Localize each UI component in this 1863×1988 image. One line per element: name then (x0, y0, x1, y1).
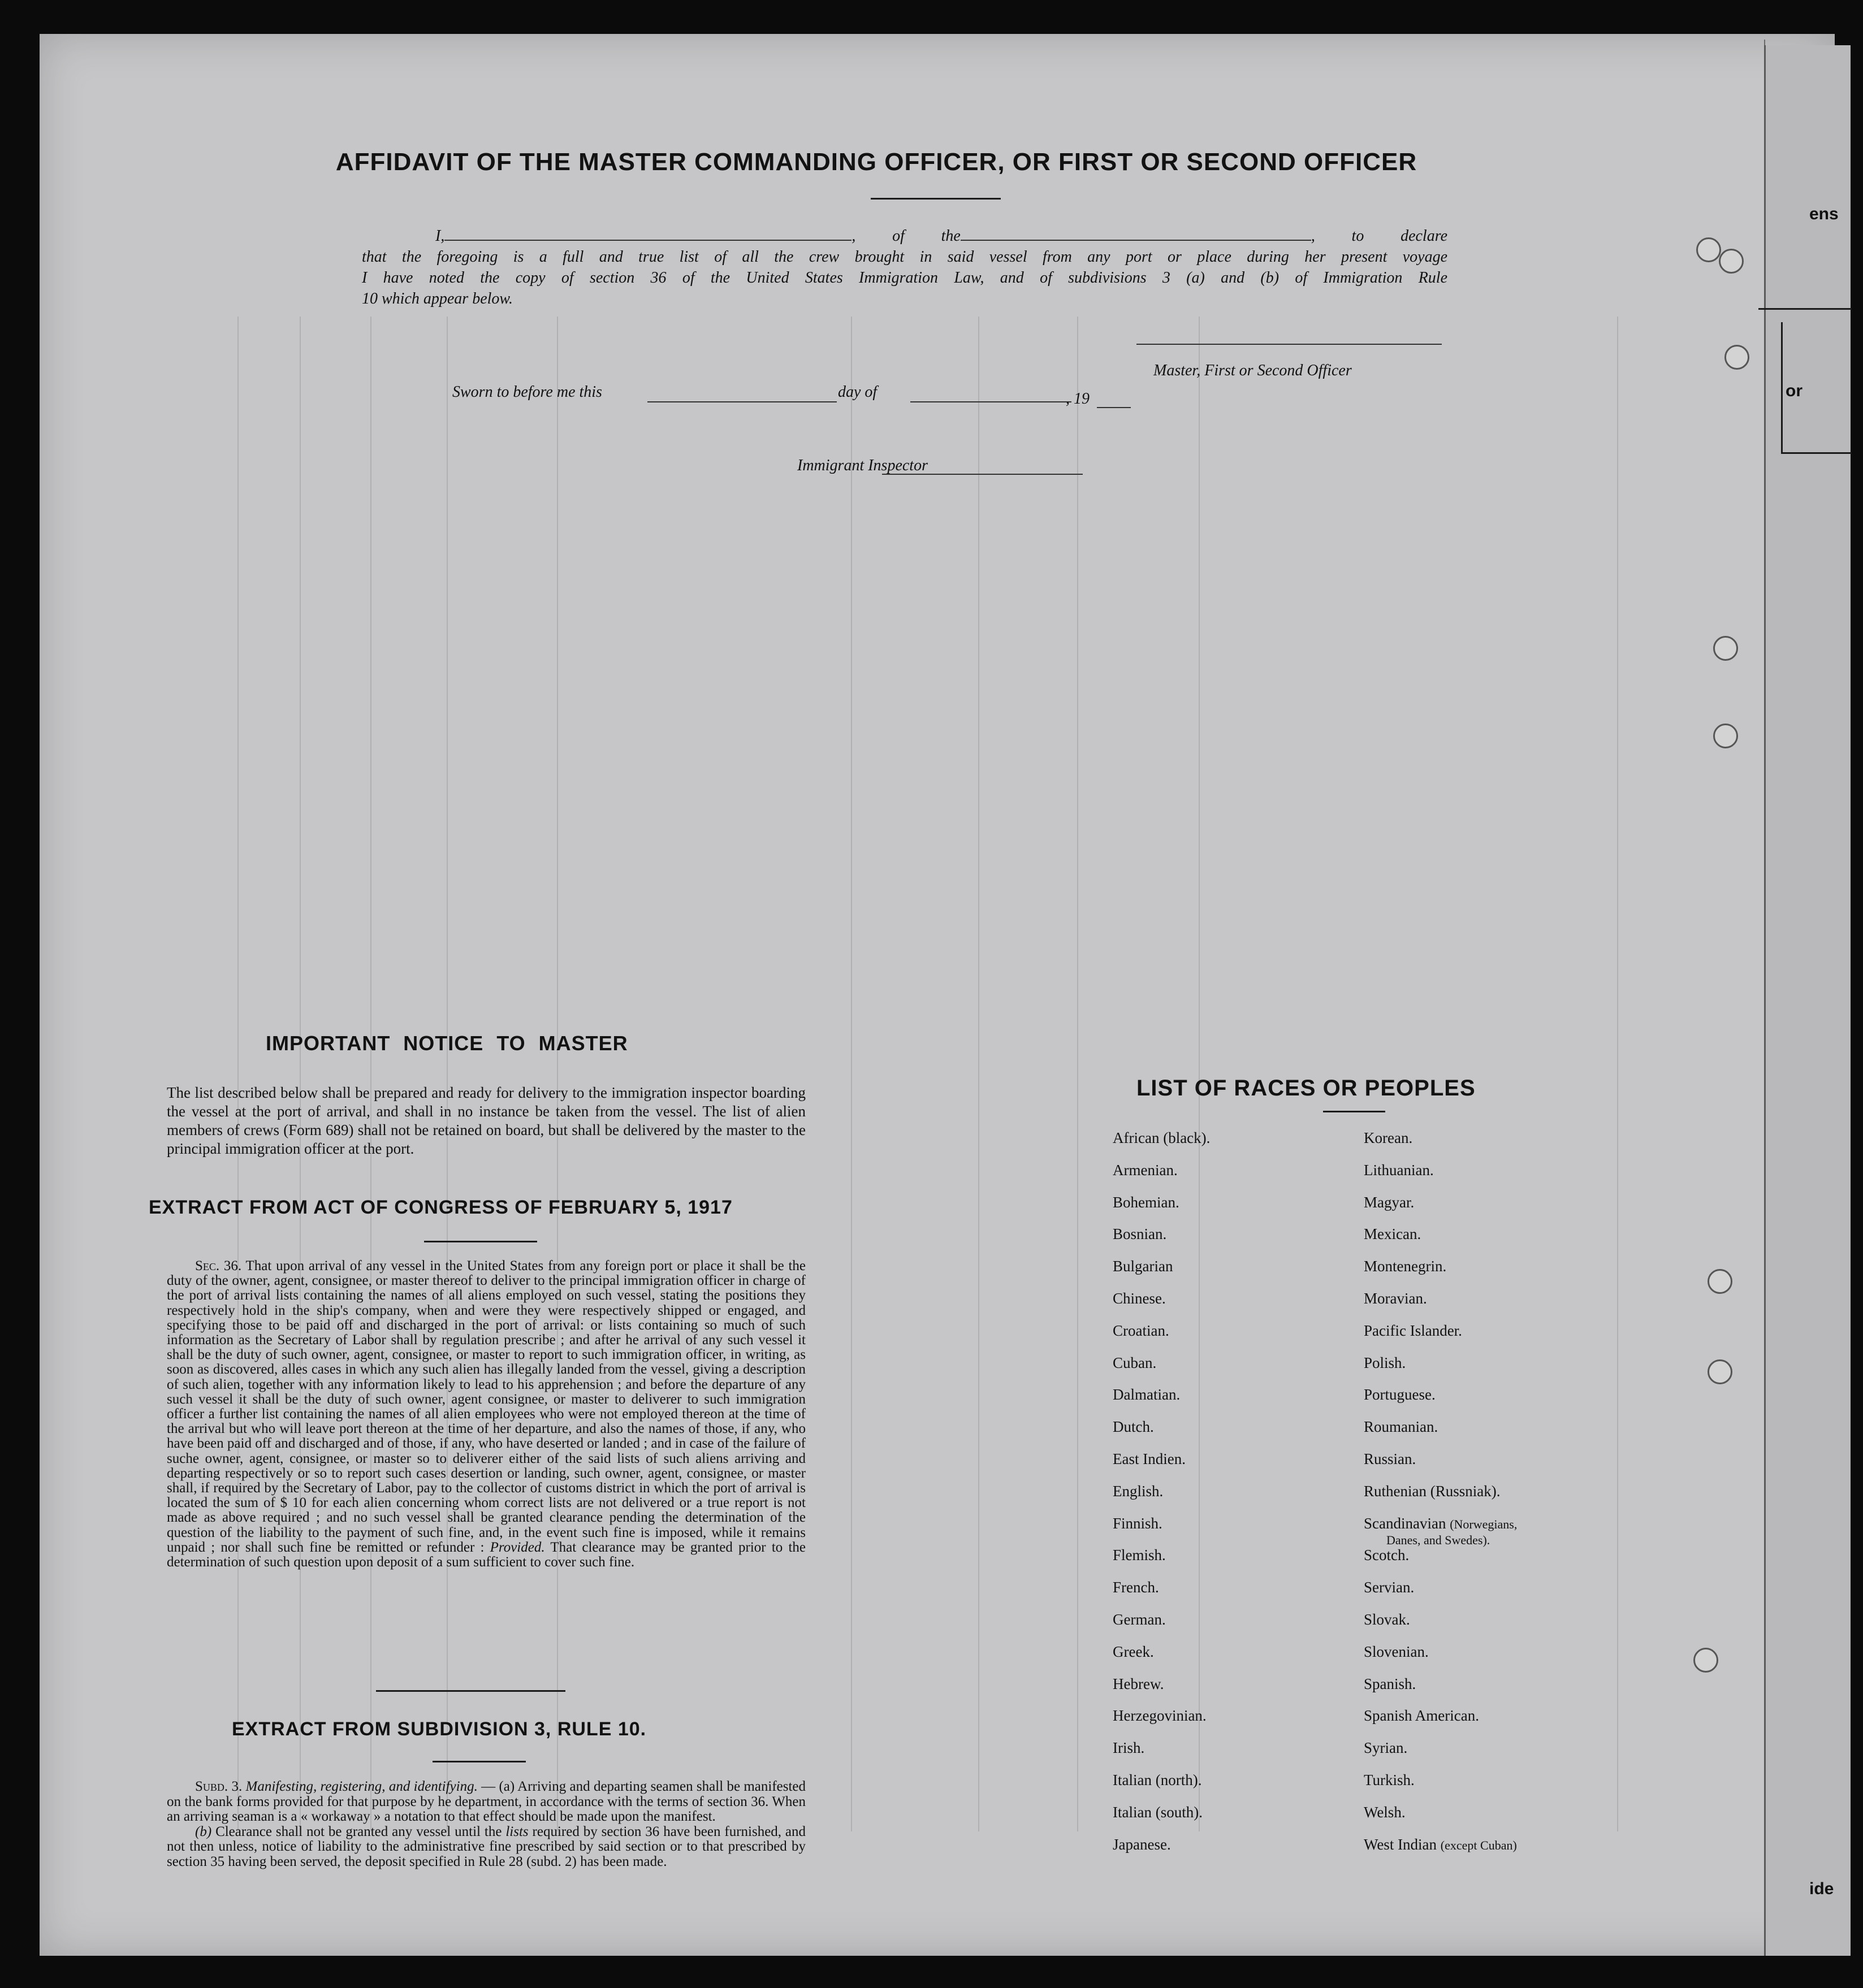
race-item (1113, 1225, 1210, 1258)
name-blank (444, 225, 851, 241)
punch-hole (1724, 345, 1749, 370)
edge-text-ide: ide (1809, 1879, 1834, 1898)
sworn-month-blank (910, 401, 1071, 402)
race-name: Polish. (1364, 1354, 1406, 1371)
race-name: Italian (north). (1113, 1771, 1202, 1788)
race-note: (Norwegians, (1450, 1517, 1518, 1531)
race-item (1364, 1162, 1517, 1194)
race-item (1113, 1739, 1210, 1772)
race-name: Moravian. (1364, 1289, 1427, 1307)
rule10-heading-underline (433, 1761, 526, 1762)
race-item (1113, 1675, 1210, 1708)
race-item (1364, 1643, 1517, 1675)
rule10-b-body2: required by section 36 have been furnished, and not then unless, notice of liability to the administrative fine prescribed by said section or to that prescribed by section 35 having been served, the deposit specified in Rule 28 (subd. 2) has been made. (167, 1824, 806, 1869)
race-name: Magyar. (1364, 1193, 1415, 1211)
edge-rule (1781, 322, 1783, 452)
edge-text-or: or (1786, 382, 1803, 400)
race-note: (except Cuban) (1440, 1838, 1517, 1852)
race-item (1113, 1804, 1210, 1836)
bleed-column-line (851, 317, 852, 1831)
master-signature-label: Master, First or Second Officer (1153, 362, 1352, 379)
race-name: Bulgarian (1113, 1258, 1173, 1275)
affidavit-line-3: I have noted the copy of section 36 of the United States Immigration Law, and of subdivisions 3 (a) and (b) of Immigration Rule (362, 269, 1447, 287)
race-item (1364, 1483, 1517, 1515)
bleed-column-line (978, 317, 979, 1831)
races-right-column (1364, 1129, 1517, 1868)
race-item (1113, 1836, 1210, 1868)
punch-hole (1696, 237, 1721, 262)
race-name: Spanish. (1364, 1675, 1416, 1692)
race-item (1113, 1579, 1210, 1611)
race-name: Armenian. (1113, 1161, 1178, 1179)
race-name: Korean. (1364, 1129, 1413, 1146)
race-item (1364, 1707, 1517, 1739)
section-divider (376, 1690, 565, 1692)
punch-hole (1719, 249, 1744, 274)
bleed-column-line (370, 317, 371, 1831)
rule10-para-a (167, 1779, 806, 1825)
race-item (1364, 1194, 1517, 1226)
race-item (1113, 1547, 1210, 1579)
races-heading: LIST OF RACES OR PEOPLES (1136, 1076, 1476, 1101)
act-section-text: That upon arrival of any vessel in the United States from any foreign port or place it shall be the duty of the owner, agent, consignee, or master thereof to deliver to the principal immigration officer in charge of the port of arrival lists containing the names of all aliens employed on such vessel, stating the positions they respectively hold in the ship's company, when and were they were respectively shipped or engaged, and specifying those to be paid off and discharged in the port of arrival: or lists containing so much of such information as the Secretary of Labor shall by regulation prescribe ; and after he arrival of any such vessel it shall be the duty of such owner, agent, consignee, or master to report to such immigration officer, in writing, as soon as discovered, alles cases in which any such alien has illegally landed from the vessel, giving a description of such alien, together with any information likely to lead to his apprehension ; and before the departure of any such vessel it shall be the duty of such owner, agent consignee, or master to deliverer to such immigration officer a further list containing the names of all alien employees who were not employed thereon at the time of the arrival but who will leave port thereon at the time of her departure, and also the names of those, if any, who have been paid off and discharged and of those, if any, who have deserted or landed ; and in case of the failure of suche owner, agent, consignee, or master so to deliverer either of the said lists of such aliens arriving and departing respectively or so to report such cases desertion or landing, such owner, agent, consignee, or master shall, if required by the Secretary of Labor, pay to the collector of customs district in which the port of arrival is located the sum of $ 10 for each alien concerning whom correct lists are not delivered or a true report is not made as above required ; and no such vessel shall be granted clearance pending the determination of the question of the liability to the payment of such fine, and, in the event such fine is imposed, while it remains unpaid ; nor shall such fine be remitted or refunder : (167, 1258, 806, 1555)
race-name: Irish. (1113, 1739, 1145, 1757)
affidavit-of-the: , of the (851, 227, 961, 245)
bleed-column-line (1077, 317, 1078, 1831)
race-item (1364, 1804, 1517, 1836)
affidavit-i: I, (435, 227, 445, 245)
race-name: Bohemian. (1113, 1193, 1179, 1211)
rule10-subd-label: Subd. 3. (195, 1779, 243, 1794)
race-item (1113, 1483, 1210, 1515)
sworn-year: , 19 (1066, 390, 1090, 408)
race-item (1113, 1322, 1210, 1354)
bleed-column-line (237, 317, 239, 1831)
race-item (1113, 1772, 1210, 1804)
act-section-label: Sec. 36. (195, 1258, 242, 1274)
sworn-day-of: day of (838, 383, 878, 401)
inspector-signature-line (882, 474, 1083, 475)
race-item (1364, 1290, 1517, 1322)
rule10-b-label: (b) (195, 1824, 212, 1839)
race-name: Turkish. (1364, 1771, 1415, 1788)
race-item (1364, 1258, 1517, 1290)
race-item (1364, 1450, 1517, 1483)
race-name: Italian (south). (1113, 1803, 1203, 1821)
race-name: Roumanian. (1364, 1418, 1438, 1436)
race-item (1364, 1579, 1517, 1611)
document-page (40, 34, 1835, 1956)
race-name: Bosnian. (1113, 1225, 1167, 1243)
race-name: Hebrew. (1113, 1675, 1164, 1692)
race-item (1364, 1418, 1517, 1450)
race-name: Cuban. (1113, 1354, 1157, 1371)
race-item (1364, 1225, 1517, 1258)
race-name: West Indian (1364, 1835, 1437, 1853)
race-name: English. (1113, 1482, 1164, 1500)
race-name: Slovak. (1364, 1610, 1410, 1628)
race-name: Portuguese. (1364, 1386, 1436, 1404)
affidavit-title: AFFIDAVIT OF THE MASTER COMMANDING OFFICER, OR FIRST OR SECOND OFFICER (335, 148, 1417, 176)
race-name: Welsh. (1364, 1803, 1406, 1821)
rule10-body (167, 1779, 806, 1869)
punch-hole (1693, 1648, 1718, 1673)
act-heading-underline (424, 1241, 537, 1242)
race-item (1113, 1707, 1210, 1739)
rule10-heading: EXTRACT FROM SUBDIVISION 3, RULE 10. (232, 1718, 647, 1740)
act-section-end: That clearance may be granted prior to the determination of such question upon deposit of a sum sufficient to cover such fine. (167, 1539, 806, 1570)
race-item (1364, 1515, 1517, 1547)
race-name: German. (1113, 1610, 1166, 1628)
sworn-year-blank (1097, 407, 1131, 408)
race-item (1113, 1290, 1210, 1322)
sworn-prefix: Sworn to before me this (452, 383, 602, 401)
rule10-para-b (167, 1825, 806, 1870)
race-name: Lithuanian. (1364, 1161, 1434, 1179)
vessel-blank (961, 225, 1311, 241)
race-name: Ruthenian (Russniak). (1364, 1482, 1501, 1500)
race-name: Japanese. (1113, 1835, 1171, 1853)
punch-hole (1708, 1359, 1732, 1384)
race-item (1113, 1643, 1210, 1675)
race-name: Pacific Islander. (1364, 1322, 1462, 1339)
race-name: East Indien. (1113, 1450, 1186, 1467)
race-name: Flemish. (1113, 1547, 1166, 1564)
race-name: Herzegovinian. (1113, 1707, 1207, 1725)
affidavit-line-1 (362, 225, 1447, 246)
rule10-a-title: Manifesting, registering, and identifying. (245, 1779, 478, 1794)
edge-text-ens: ens (1809, 205, 1839, 223)
race-name: Mexican. (1364, 1225, 1421, 1243)
edge-rule (1758, 308, 1852, 310)
race-name: Montenegrin. (1364, 1258, 1447, 1275)
master-signature-line (1136, 344, 1442, 345)
race-item (1364, 1354, 1517, 1387)
race-name: Greek. (1113, 1643, 1154, 1660)
race-name: Syrian. (1364, 1739, 1408, 1757)
race-item (1364, 1611, 1517, 1643)
race-item (1113, 1386, 1210, 1418)
act-body (167, 1259, 806, 1570)
race-item (1364, 1129, 1517, 1162)
page-fold-edge (1730, 40, 1765, 1956)
affidavit-body (362, 225, 1447, 309)
bleed-column-line (557, 317, 558, 1831)
race-item (1113, 1418, 1210, 1450)
race-name: Scandinavian (1364, 1514, 1446, 1532)
edge-rule (1781, 452, 1852, 454)
race-name: Chinese. (1113, 1289, 1166, 1307)
race-name: Dalmatian. (1113, 1386, 1181, 1404)
race-name: Servian. (1364, 1579, 1415, 1596)
inspector-label: Immigrant Inspector (797, 457, 928, 474)
race-name: Finnish. (1113, 1514, 1162, 1532)
race-note: Danes, and Swedes). (1386, 1532, 1490, 1547)
race-item (1113, 1450, 1210, 1483)
race-item (1113, 1611, 1210, 1643)
title-underline (871, 198, 1001, 200)
race-item (1113, 1162, 1210, 1194)
act-heading: EXTRACT FROM ACT OF CONGRESS OF FEBRUARY 5, 1917 (149, 1197, 733, 1218)
race-name: Croatian. (1113, 1322, 1169, 1339)
punch-hole (1713, 724, 1738, 748)
race-name: Dutch. (1113, 1418, 1154, 1436)
affidavit-line-2: that the foregoing is a full and true list of all the crew brought in said vessel from any port or place during her present voyage (362, 248, 1447, 266)
race-item (1364, 1836, 1517, 1868)
race-item (1364, 1322, 1517, 1354)
race-item (1364, 1675, 1517, 1708)
race-item (1364, 1739, 1517, 1772)
race-name: Russian. (1364, 1450, 1416, 1467)
bleed-column-line (300, 317, 301, 1831)
rule10-a-label: — (a) (481, 1779, 515, 1794)
punch-hole (1708, 1269, 1732, 1294)
bleed-column-line (1617, 317, 1618, 1831)
race-name: French. (1113, 1579, 1159, 1596)
race-item (1364, 1772, 1517, 1804)
notice-heading: IMPORTANT NOTICE TO MASTER (266, 1032, 628, 1055)
sworn-day-blank (647, 401, 837, 402)
race-name: African (black). (1113, 1129, 1211, 1146)
race-item (1113, 1515, 1210, 1547)
bleed-column-line (447, 317, 448, 1831)
race-item (1364, 1547, 1517, 1579)
races-left-column (1113, 1129, 1210, 1868)
race-item (1364, 1386, 1517, 1418)
rule10-b-lists: lists (505, 1824, 529, 1839)
affidavit-line-4: 10 which appear below. (362, 290, 513, 307)
underlying-page-edge (1764, 45, 1851, 1956)
notice-body: The list described below shall be prepared and ready for delivery to the immigration inspector boarding the vessel at the port of arrival, and shall in no instance be taken from the vessel. The list of alien members of crews (Form 689) shall not be retained on board, but shall be delivered by the master to the principal immigration officer at the port. (167, 1084, 806, 1157)
race-name: Spanish American. (1364, 1707, 1479, 1725)
rule10-a-body: Arriving and departing seamen shall be manifested on the bank forms provided for that purpose by he department, in accordance with the terms of section 36. When an arriving seaman is a « workaway » a notation to that effect should be made upon the manifest. (167, 1779, 806, 1824)
punch-hole (1713, 636, 1738, 661)
race-item (1113, 1194, 1210, 1226)
affidavit-to-declare: , to declare (1311, 227, 1447, 245)
race-item (1113, 1354, 1210, 1387)
race-item (1113, 1258, 1210, 1290)
rule10-b-body1: Clearance shall not be granted any vessel until the (215, 1824, 502, 1839)
race-name: Scotch. (1364, 1547, 1410, 1564)
race-name: Slovenian. (1364, 1643, 1429, 1660)
races-heading-underline (1323, 1111, 1385, 1112)
race-item (1113, 1129, 1210, 1162)
act-provided: Provided. (490, 1539, 545, 1555)
